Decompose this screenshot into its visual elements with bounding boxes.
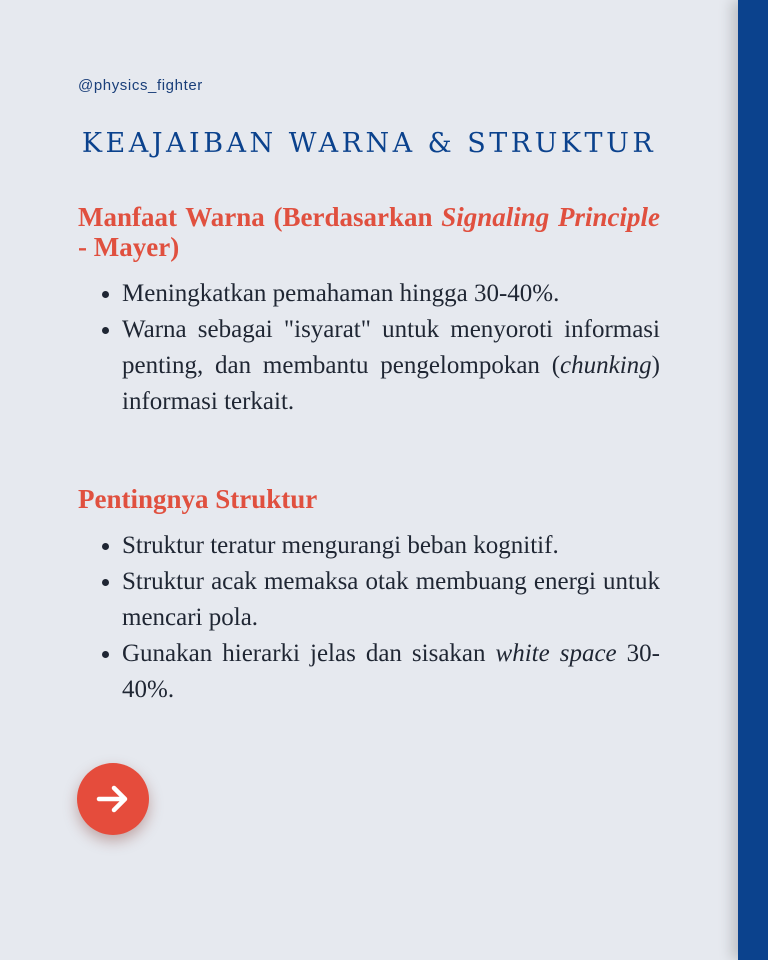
list-item-text: ) informasi terkait. bbox=[122, 352, 660, 415]
section-color-benefits bbox=[78, 202, 660, 420]
section-structure bbox=[78, 484, 660, 708]
list-item-italic: white space bbox=[495, 640, 617, 667]
account-handle: @physics_fighter bbox=[78, 77, 203, 94]
list-item-text: Gunakan hierarki jelas dan sisakan bbox=[122, 640, 496, 667]
list-item-text: Meningkatkan pemahaman hingga 30-40%. bbox=[122, 280, 560, 307]
list-item-text: 30-40%. bbox=[122, 640, 660, 703]
list-item bbox=[78, 312, 660, 420]
list-item-italic: chunking bbox=[560, 352, 652, 379]
arrow-right-icon bbox=[93, 779, 133, 819]
bullet-dot-icon bbox=[102, 291, 109, 298]
bullet-dot-icon bbox=[102, 579, 109, 586]
heading-text: Manfaat Warna (Berdasarkan bbox=[78, 202, 442, 232]
bullet-dot-icon bbox=[102, 651, 109, 658]
list-item bbox=[78, 564, 660, 636]
side-accent-bar bbox=[738, 0, 768, 960]
section-heading-structure: Pentingnya Struktur bbox=[78, 484, 318, 514]
list-item-text: Struktur teratur mengurangi beban kognitif. bbox=[122, 532, 559, 559]
list-item bbox=[78, 276, 660, 312]
next-button[interactable] bbox=[77, 763, 149, 835]
heading-italic-term: Signaling Principle bbox=[441, 202, 660, 232]
list-item bbox=[78, 636, 660, 708]
list-item bbox=[78, 528, 660, 564]
list-item-text: Struktur acak memaksa otak membuang energi untuk mencari pola. bbox=[122, 568, 660, 631]
bullet-dot-icon bbox=[102, 327, 109, 334]
bullet-list-structure bbox=[78, 528, 660, 708]
bullet-list-color bbox=[78, 276, 660, 420]
heading-text: - Mayer) bbox=[78, 232, 180, 262]
list-item-text: Warna sebagai "isyarat" untuk menyoroti informasi penting, dan membantu pengelompokan ( bbox=[122, 316, 660, 379]
bullet-dot-icon bbox=[102, 543, 109, 550]
section-heading-color bbox=[78, 202, 660, 262]
page-title: KEAJAIBAN WARNA & STRUKTUR bbox=[81, 128, 657, 159]
